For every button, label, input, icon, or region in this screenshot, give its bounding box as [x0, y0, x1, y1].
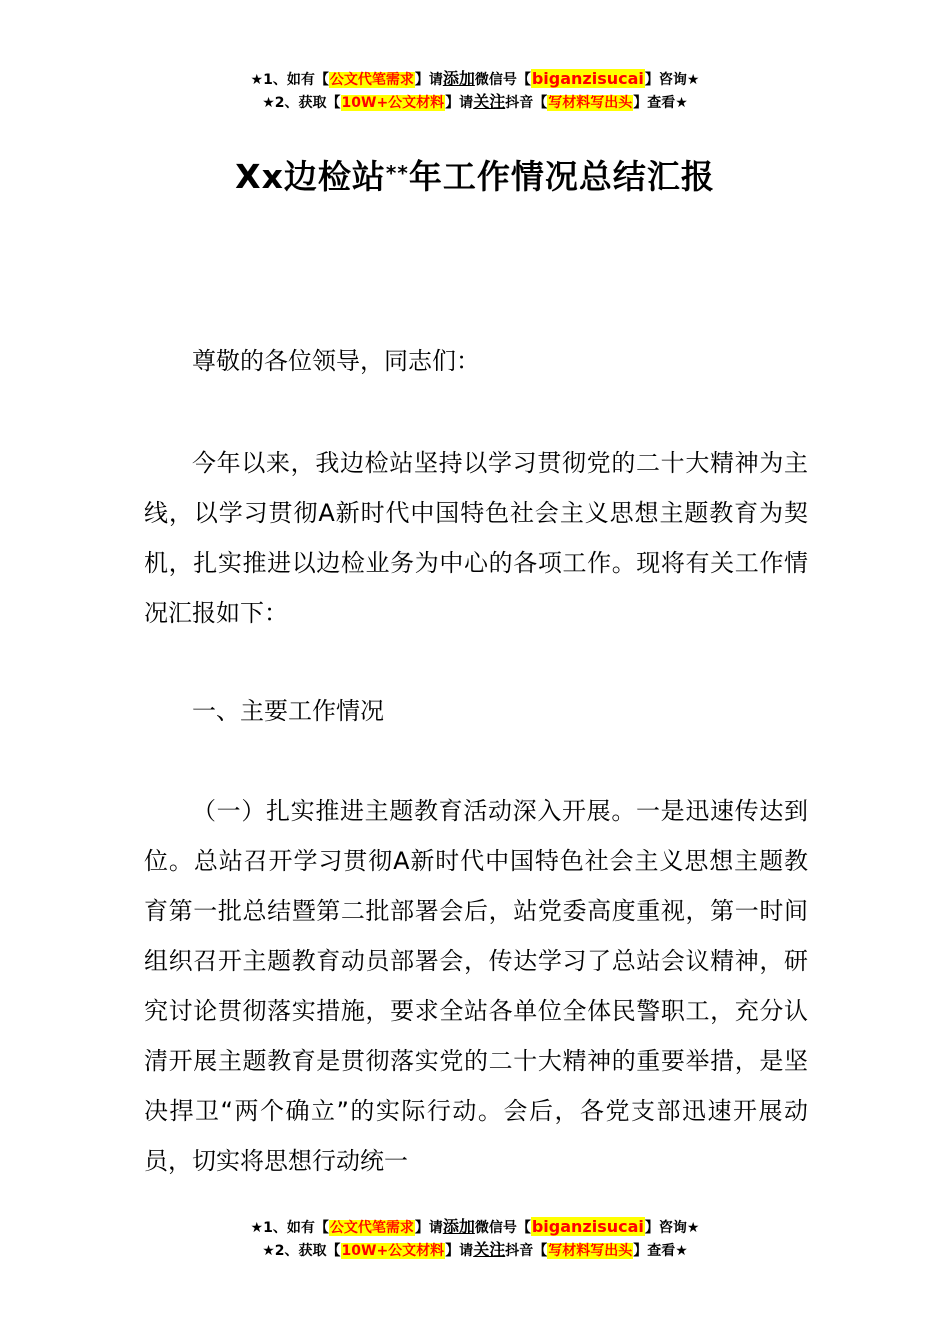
footer-highlight-service: 公文代笔需求 — [329, 1220, 414, 1236]
banner-line-1: ★1、如有【公文代笔需求】请添加微信号【biganzisucai】咨询★ — [250, 69, 700, 88]
footer-emphasis-add: 添加 — [442, 1217, 475, 1236]
footer-banner — [0, 1216, 950, 1262]
footer-emphasis-follow: 关注 — [473, 1240, 506, 1259]
footer-banner-line-1: ★1、如有【公文代笔需求】请添加微信号【biganzisucai】咨询★ — [250, 1217, 700, 1236]
document-title: Xx边检站**年工作情况总结汇报 — [235, 157, 715, 196]
banner-highlight-douyin: 写材料写出头 — [548, 95, 633, 111]
header-banner — [0, 68, 950, 114]
salutation: 尊敬的各位领导，同志们： — [192, 347, 480, 375]
body-paragraph: （一）扎实推进主题教育活动深入开展。一是迅速传达到位。总站召开学习贯彻A新时代中国特色社会主义思想主题教育第一批总结暨第二批部署会后，站党委高度重视，第一时间组织召开主题教育动员部署会，传达学习了总站会议精神，研究讨论贯彻落实措施，要求全站各单位全体民警职工，充分认清开展主题教育是贯彻落实党的二十大精神的重要举措，是坚决捍卫“两个确立”的实际行动。会后，各党支部迅速开展动员，切实将思想行动统一 — [144, 797, 808, 1175]
footer-highlight-materials: 10W+公文材料 — [341, 1243, 445, 1259]
section-heading: 一、主要工作情况 — [192, 697, 384, 725]
banner-emphasis-add: 添加 — [442, 69, 475, 88]
banner-highlight-materials: 10W+公文材料 — [341, 95, 445, 111]
banner-highlight-service: 公文代笔需求 — [329, 72, 414, 88]
footer-highlight-wechat: biganzisucai — [531, 1217, 644, 1236]
banner-emphasis-follow: 关注 — [473, 92, 506, 111]
intro-paragraph: 今年以来，我边检站坚持以学习贯彻党的二十大精神为主线，以学习贯彻A新时代中国特色社会主义思想主题教育为契机，扎实推进以边检业务为中心的各项工作。现将有关工作情况汇报如下： — [144, 449, 808, 627]
footer-banner-line-2: ★2、获取【10W+公文材料】请关注抖音【写材料写出头】查看★ — [262, 1240, 688, 1259]
footer-highlight-douyin: 写材料写出头 — [548, 1243, 633, 1259]
banner-highlight-wechat: biganzisucai — [531, 69, 644, 88]
banner-line-2: ★2、获取【10W+公文材料】请关注抖音【写材料写出头】查看★ — [262, 92, 688, 111]
